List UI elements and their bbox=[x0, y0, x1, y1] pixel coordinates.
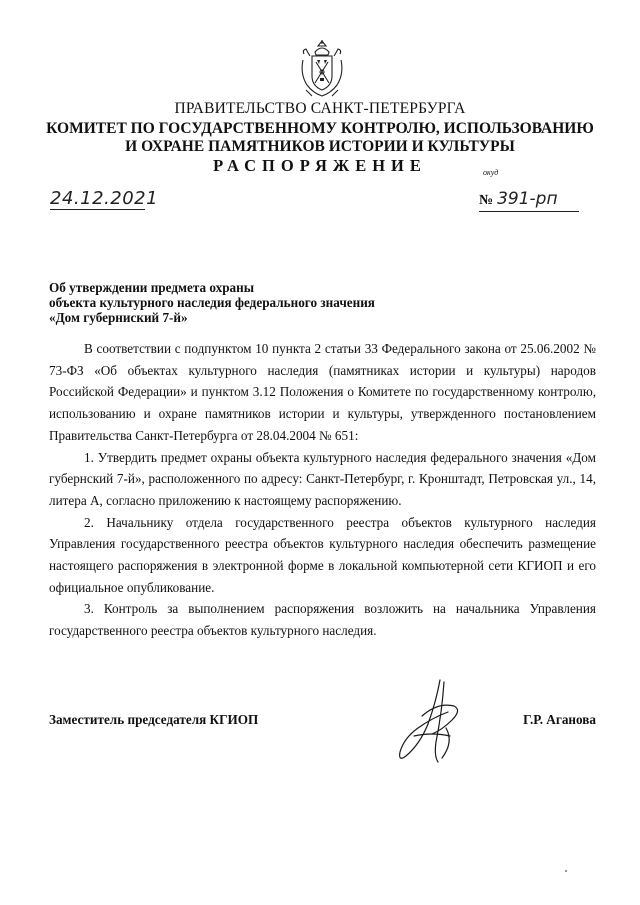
government-title: ПРАВИТЕЛЬСТВО САНКТ-ПЕТЕРБУРГА bbox=[174, 100, 466, 117]
okud-label: окуд bbox=[483, 168, 499, 177]
coat-of-arms-icon bbox=[298, 40, 346, 98]
item-1-paragraph: 1. Утвердить предмет охраны объекта культурного наследия федерального значения «Дом губернский 7-й», расположенного по адресу: Санкт-Петербург, г. Кронштадт, Петровская ул., 14, литера А, согласно приложению к настоящему распоряжению. bbox=[49, 449, 596, 508]
number-sign: № bbox=[479, 193, 494, 208]
signatory-position: Заместитель председателя КГИОП bbox=[49, 712, 259, 727]
document-number-field bbox=[479, 189, 579, 212]
handwritten-signature bbox=[392, 672, 472, 772]
document-body bbox=[49, 338, 596, 642]
subject-line3: «Дом губерниский 7-й» bbox=[49, 310, 188, 325]
document-number: 391-рп bbox=[497, 189, 558, 209]
subject-line2: объекта культурного наследия федерального значения bbox=[49, 295, 375, 310]
committee-title-line1: КОМИТЕТ ПО ГОСУДАРСТВЕННОМУ КОНТРОЛЮ, ИСПОЛЬЗОВАНИЮ bbox=[46, 120, 594, 137]
preamble-paragraph: В соответствии с подпунктом 10 пункта 2 статьи 33 Федерального закона от 25.06.2002 № 73-ФЗ «Об объектах культурного наследия (памятниках истории и культуры) народов Российской Федерации» и пунктом 3.12 Положения о Комитете по государственному контролю, использованию и охране памятников истории и культуры, утвержденного постановлением Правительства Санкт-Петербурга от 28.04.2004 № 651: bbox=[49, 341, 596, 443]
item-2-paragraph: 2. Начальнику отдела государственного реестра объектов культурного наследия Управления государственного реестра объектов культурного наследия обеспечить размещение настоящего распоряжения в электронной форме в локальной компьютерной сети КГИОП и его официальное опубликование. bbox=[49, 514, 596, 595]
signatory-name: Г.Р. Аганова bbox=[523, 712, 596, 727]
scan-speck bbox=[565, 870, 567, 872]
committee-title-line2: И ОХРАНЕ ПАМЯТНИКОВ ИСТОРИИ И КУЛЬТУРЫ bbox=[125, 138, 515, 155]
item-3-paragraph: 3. Контроль за выполнением распоряжения возложить на начальника Управления государственного реестра объектов культурного наследия. bbox=[49, 601, 596, 639]
document-date: 24.12.2021 bbox=[50, 188, 159, 209]
document-subject bbox=[49, 280, 449, 325]
document-type: РАСПОРЯЖЕНИЕ bbox=[213, 156, 427, 175]
subject-line1: Об утверждении предмета охраны bbox=[49, 280, 255, 295]
